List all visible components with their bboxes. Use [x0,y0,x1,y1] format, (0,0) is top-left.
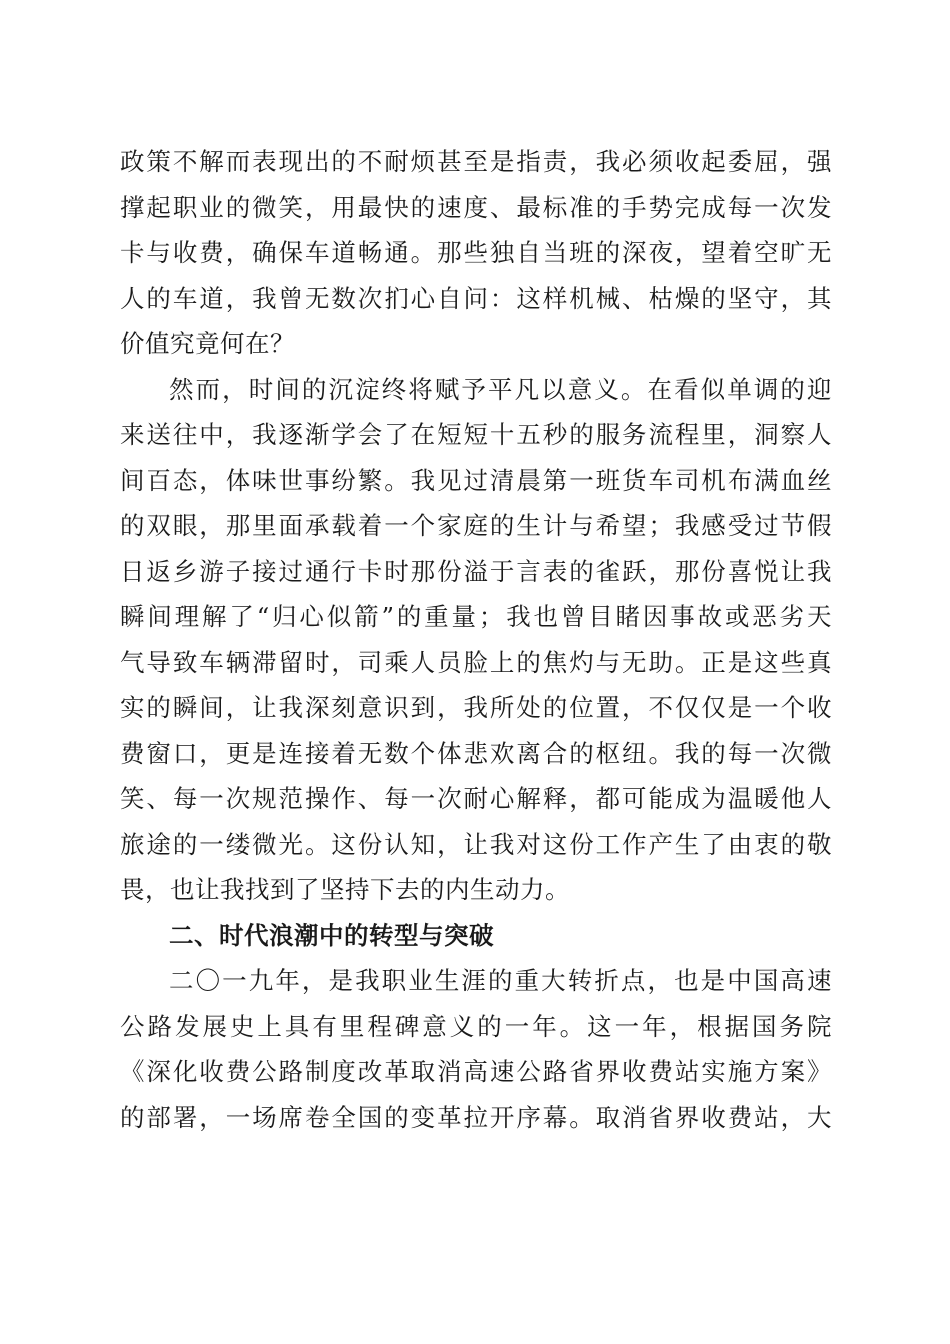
text-line: 笑、每一次规范操作、每一次耐心解释，都可能成为温暖他人 [120,784,832,813]
text-line: 费窗口，更是连接着无数个体悲欢离合的枢纽。我的每一次微 [120,738,832,768]
text-line: 卡与收费，确保车道畅通。那些独自当班的深夜，望着空旷无 [120,238,832,267]
text-line: 政策不解而表现出的不耐烦甚至是指责，我必须收起委屈，强 [120,147,832,176]
text-line: 人的车道，我曾无数次扪心自问：这样机械、枯燥的坚守，其 [120,283,832,313]
text-line: 公路发展史上具有里程碑意义的一年。这一年，根据国务院 [120,1011,832,1041]
document-body [120,139,832,1140]
paragraph-1 [120,139,832,367]
text-line: 气导致车辆滞留时，司乘人员脸上的焦灼与无助。正是这些真 [120,647,832,677]
text-line: 价值究竟何在？ [120,329,295,358]
text-line: 二〇一九年，是我职业生涯的重大转折点，也是中国高速 [169,966,832,995]
text-line: 畏，也让我找到了坚持下去的内生动力。 [120,875,570,904]
text-line: 实的瞬间，让我深刻意识到，我所处的位置，不仅仅是一个收 [120,693,832,722]
paragraph-3 [120,958,832,1140]
text-line: 日返乡游子接过通行卡时那份溢于言表的雀跃，那份喜悦让我 [120,556,832,586]
text-line: 间百态，体味世事纷繁。我见过清晨第一班货车司机布满血丝 [120,465,832,495]
text-line: 的部署，一场席卷全国的变革拉开序幕。取消省界收费站，大 [120,1102,832,1132]
text-line: 来送往中，我逐渐学会了在短短十五秒的服务流程里，洞察人 [120,420,832,449]
text-line: 旅途的一缕微光。这份认知，让我对这份工作产生了由衷的敬 [120,829,832,859]
text-line: 瞬间理解了“归心似箭”的重量；我也曾目睹因事故或恶劣天 [120,602,832,631]
text-line: 然而，时间的沉淀终将赋予平凡以意义。在看似单调的迎 [169,374,832,404]
section-heading: 二、时代浪潮中的转型与突破 [169,920,494,950]
paragraph-2 [120,367,832,913]
text-line: 《深化收费公路制度改革取消高速公路省界收费站实施方案》 [120,1057,832,1086]
text-line: 的双眼，那里面承载着一个家庭的生计与希望；我感受过节假 [120,511,832,540]
text-line: 撑起职业的微笑，用最快的速度、最标准的手势完成每一次发 [120,192,832,222]
